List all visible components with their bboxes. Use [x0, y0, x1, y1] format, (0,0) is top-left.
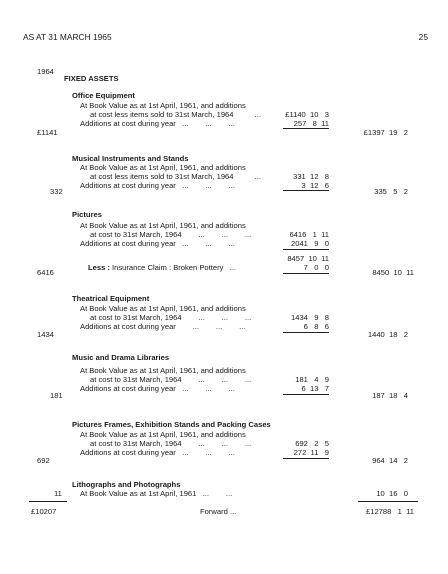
- amount: 181 4 9: [295, 375, 329, 384]
- prior-year-amount: 6416: [37, 268, 54, 277]
- prior-year-amount: 332: [50, 187, 63, 196]
- description-line: Additions at cost during year ... ... ...: [80, 181, 235, 190]
- divider: [358, 501, 418, 502]
- description-line: At Book Value as at 1st April, 1961, and additions: [80, 101, 246, 110]
- description-line: At Book Value as at 1st April, 1961 ... ...: [80, 489, 233, 498]
- description-line: Additions at cost during year ... ... ...: [80, 322, 246, 331]
- description-line: At Book Value as at 1st April, 1961, and additions: [80, 366, 246, 375]
- description-line: At Book Value as at 1st April, 1961, and additions: [80, 163, 246, 172]
- prior-year-amount: 181: [50, 391, 63, 400]
- prior-year-amount: £1141: [37, 128, 58, 137]
- description-line: at cost less items sold to 31st March, 1964 ...: [90, 110, 261, 119]
- description-line: At Book Value as at 1st April, 1961, and additions: [80, 304, 246, 313]
- section-heading: Music and Drama Libraries: [72, 353, 170, 362]
- description-line: Additions at cost during year ... ... ...: [80, 119, 235, 128]
- description-line: at cost less items sold to 31st March, 1964 ...: [90, 172, 261, 181]
- footer-total: £12788 1 11: [366, 507, 414, 516]
- divider: [283, 273, 329, 274]
- description-line: At Book Value as at 1st April, 1961, and additions: [80, 221, 246, 230]
- less-amount: 7 0 0: [303, 263, 329, 272]
- description-line: at cost to 31st March, 1964 ... ... ...: [90, 313, 252, 322]
- prior-year-amount: 11: [54, 489, 62, 498]
- amount: 2041 9 0: [291, 239, 329, 248]
- section-total: 10 16 0: [376, 489, 408, 498]
- page-header-title: AS AT 31 MARCH 1965: [23, 32, 112, 42]
- section-total: £1397 19 2: [363, 128, 408, 137]
- divider: [29, 501, 67, 502]
- prior-year-amount: 692: [37, 456, 50, 465]
- subtotal: 8457 10 11: [287, 254, 329, 263]
- section-heading: Musical Instruments and Stands: [72, 154, 189, 163]
- amount: 272 11 9: [293, 448, 329, 457]
- amount: 6 8 6: [303, 322, 329, 331]
- amount: 6416 1 11: [289, 230, 329, 239]
- section-heading: Pictures: [72, 210, 102, 219]
- amount: 1434 9 8: [291, 313, 329, 322]
- amount: 331 12 8: [293, 172, 329, 181]
- divider: [283, 128, 329, 129]
- amount: £1140 10 3: [285, 110, 329, 119]
- description-line: at cost to 31st March, 1964 ... ... ...: [90, 375, 252, 384]
- divider: [283, 190, 329, 191]
- section-heading: Theatrical Equipment: [72, 294, 150, 303]
- section-total: 8450 10 11: [372, 268, 414, 277]
- section-total: 187 18 4: [372, 391, 408, 400]
- amount: 3 12 6: [301, 181, 329, 190]
- description-line: at cost to 31st March, 1964 ... ... ...: [90, 439, 252, 448]
- forward-label: Forward ...: [200, 507, 237, 516]
- divider: [283, 249, 329, 250]
- less-label: Less :: [88, 263, 110, 272]
- description-line: Additions at cost during year ... ... ...: [80, 384, 235, 393]
- footer-prior-total: £10207: [31, 507, 57, 516]
- description-line: At Book Value as at 1st April, 1961, and additions: [80, 430, 246, 439]
- page-number: 25: [418, 32, 428, 42]
- amount: 692 2 5: [295, 439, 329, 448]
- section-total: 335 5 2: [374, 187, 408, 196]
- section-heading: Office Equipment: [72, 91, 135, 100]
- section-total: 964 14 2: [372, 456, 408, 465]
- description-line: Additions at cost during year ... ... ...: [80, 239, 235, 248]
- divider: [283, 458, 329, 459]
- amount: 6 13 7: [301, 384, 329, 393]
- prior-year-label: 1964: [37, 67, 54, 76]
- divider: [283, 332, 329, 333]
- description-line: at cost to 31st March, 1964 ... ... ...: [90, 230, 252, 239]
- section-title: FIXED ASSETS: [64, 74, 119, 83]
- divider: [283, 394, 329, 395]
- description-line: Additions at cost during year ... ... ...: [80, 448, 235, 457]
- prior-year-amount: 1434: [37, 330, 54, 339]
- section-heading: Pictures Frames, Exhibition Stands and Packing Cases: [72, 420, 271, 429]
- less-description: Insurance Claim : Broken Pottery ...: [112, 263, 237, 272]
- section-total: 1440 18 2: [367, 330, 408, 339]
- section-heading: Lithographs and Photographs: [72, 480, 181, 489]
- amount: 257 8 11: [293, 119, 329, 128]
